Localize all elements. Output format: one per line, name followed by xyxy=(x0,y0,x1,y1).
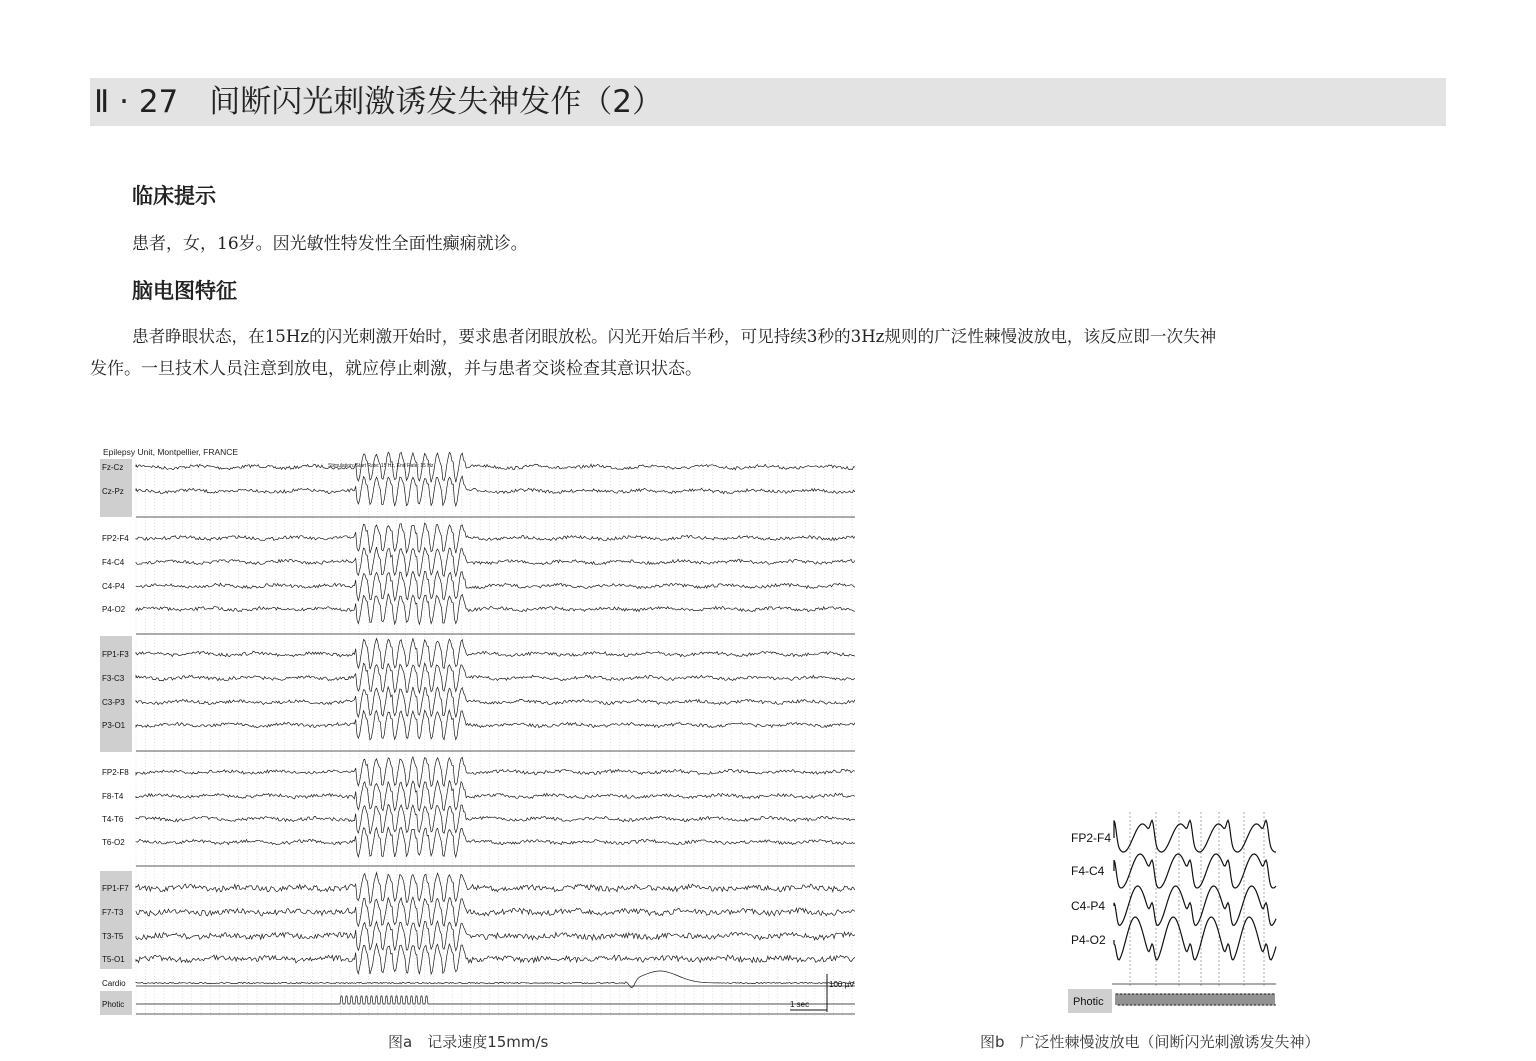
channel-label: F8-T4 xyxy=(102,792,124,801)
channel-label: FP2-F8 xyxy=(102,768,129,777)
channel-label: C4-P4 xyxy=(1071,899,1106,913)
eeg-trace xyxy=(136,687,855,718)
channel-label: FP2-F4 xyxy=(102,534,129,543)
channel-label: C4-P4 xyxy=(102,582,125,591)
figure-a-caption: 图a 记录速度15mm/s xyxy=(388,1033,549,1051)
eeg-trace xyxy=(136,897,855,927)
figure-a-header: Epilepsy Unit, Montpellier, FRANCE xyxy=(103,447,239,457)
eeg-trace xyxy=(136,944,855,974)
eeg-trace xyxy=(1114,917,1276,960)
eeg-trace xyxy=(136,523,855,553)
channel-label: FP2-F4 xyxy=(1071,831,1112,845)
channel-label: P4-O2 xyxy=(102,605,126,614)
channel-label: F4-C4 xyxy=(1071,864,1105,878)
eeg-trace xyxy=(136,663,855,693)
eeg-trace xyxy=(1114,820,1276,852)
eeg-trace xyxy=(136,873,855,903)
photic-trace xyxy=(1116,994,1276,1005)
eeg-trace xyxy=(136,547,855,576)
eeg-text-line1: 患者睁眼状态，在15Hz的闪光刺激开始时，要求患者闭眼放松。闪光开始后半秒，可见持续3秒的3Hz规则的广泛性棘慢波放电，该反应即一次失神 xyxy=(132,327,1217,346)
channel-label: T6-O2 xyxy=(102,838,125,847)
eeg-trace xyxy=(136,804,855,834)
eeg-trace xyxy=(1114,854,1276,888)
eeg-trace xyxy=(136,781,855,811)
eeg-trace xyxy=(136,594,855,624)
channel-label: Fz-Cz xyxy=(102,463,124,472)
eeg-trace xyxy=(136,476,855,506)
amplitude-scale-label: 100 µV xyxy=(829,980,855,989)
figure-b-eeg xyxy=(1068,808,1280,1018)
eeg-trace xyxy=(136,571,855,601)
eeg-traces xyxy=(136,452,855,1004)
channel-label: FP1-F3 xyxy=(102,650,129,659)
figure-b-caption: 图b 广泛性棘慢波放电（间断闪光刺激诱发失神） xyxy=(980,1033,1320,1051)
eeg-trace xyxy=(136,639,855,670)
eeg-trace xyxy=(136,710,855,740)
eeg-text-line2: 发作。一旦技术人员注意到放电，就应停止刺激，并与患者交谈检查其意识状态。 xyxy=(90,359,702,379)
channel-label: T4-T6 xyxy=(102,815,124,824)
eeg-traces xyxy=(1114,820,1276,1005)
eeg-trace xyxy=(136,452,855,482)
channel-label: P3-O1 xyxy=(102,721,126,730)
clinical-heading: 临床提示 xyxy=(132,184,216,208)
channel-label: T5-O1 xyxy=(102,955,125,964)
eeg-trace xyxy=(136,971,855,988)
channel-label: Photic xyxy=(102,1000,125,1009)
channel-label: Cardio xyxy=(102,979,126,988)
channel-label: C3-P3 xyxy=(102,698,125,707)
time-grid xyxy=(136,460,852,1016)
channel-label: F4-C4 xyxy=(102,558,125,567)
eeg-heading: 脑电图特征 xyxy=(132,279,237,303)
figure-a-eeg xyxy=(100,438,860,1018)
eeg-trace xyxy=(136,921,855,951)
eeg-trace xyxy=(136,757,855,787)
stimulation-label: Stimulation: Start Rate: 15 Hz, End Rate: 15 Hz xyxy=(328,463,434,469)
channel-label: Cz-Pz xyxy=(102,487,124,496)
title-bar xyxy=(90,78,1446,126)
channel-label: T3-T5 xyxy=(102,932,124,941)
clinical-text: 患者，女，16岁。因光敏性特发性全面性癫痫就诊。 xyxy=(132,234,528,254)
eeg-trace xyxy=(136,996,855,1004)
channel-label: P4-O2 xyxy=(1071,933,1106,947)
page-title: Ⅱ · 27 间断闪光刺激诱发失神发作（2） xyxy=(94,84,663,120)
time-scale-label: 1 sec xyxy=(790,1000,810,1009)
photic-label: Photic xyxy=(1073,996,1104,1008)
channel-label: FP1-F7 xyxy=(102,884,129,893)
group-separators xyxy=(136,517,855,1014)
channel-label: F3-C3 xyxy=(102,674,125,683)
channel-labels xyxy=(1071,831,1111,947)
eeg-trace xyxy=(136,827,855,857)
channel-label: F7-T3 xyxy=(102,908,124,917)
